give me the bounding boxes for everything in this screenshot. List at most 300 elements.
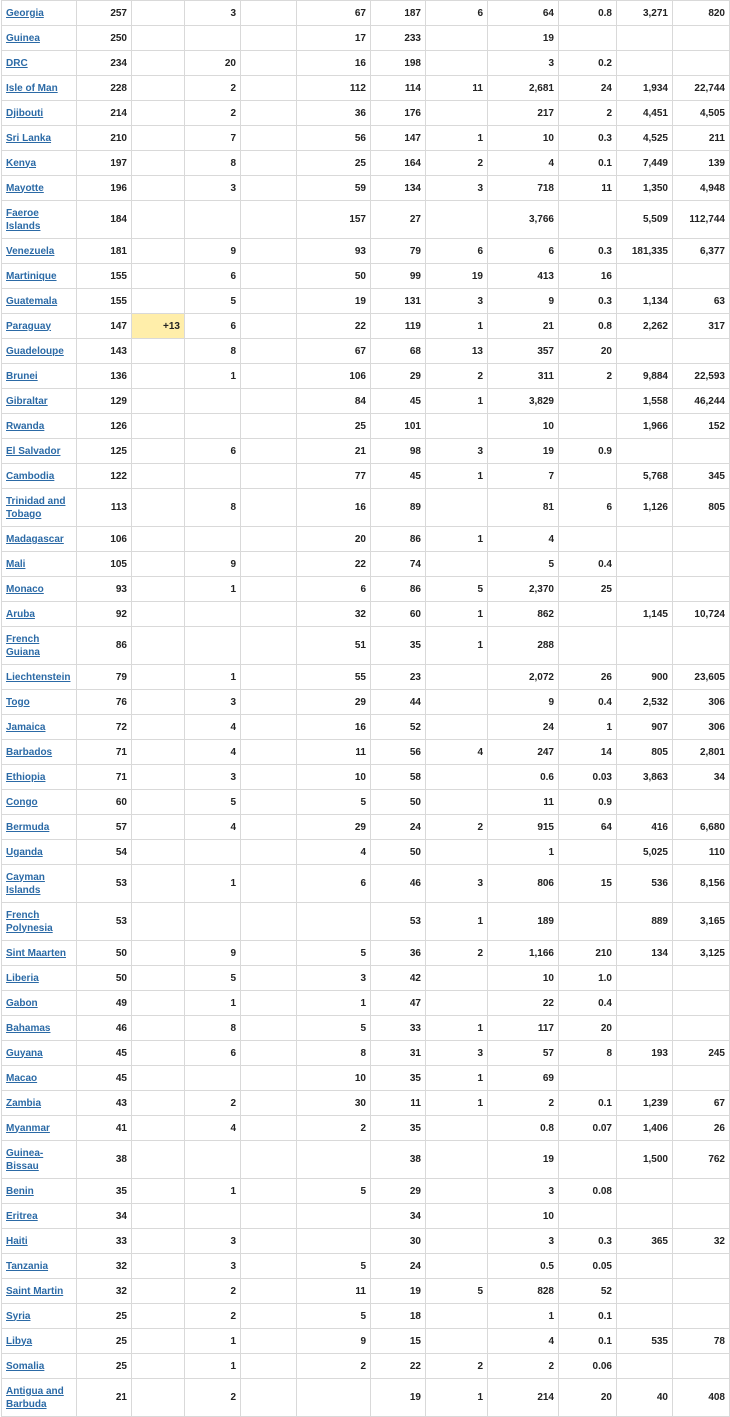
total-deaths-cell: 2 bbox=[185, 76, 241, 101]
country-link[interactable]: Rwanda bbox=[6, 420, 45, 432]
tests-per-1m-cell bbox=[673, 1016, 730, 1041]
total-deaths-cell bbox=[185, 602, 241, 627]
country-link[interactable]: Syria bbox=[6, 1310, 31, 1322]
total-tests-cell: 1,134 bbox=[617, 289, 673, 314]
table-row bbox=[2, 602, 730, 627]
total-deaths-cell: 1 bbox=[185, 665, 241, 690]
new-deaths-cell bbox=[241, 1179, 297, 1204]
total-tests-cell: 1,145 bbox=[617, 602, 673, 627]
total-tests-cell bbox=[617, 577, 673, 602]
active-cases-cell: 114 bbox=[371, 76, 426, 101]
new-deaths-cell bbox=[241, 464, 297, 489]
total-recovered-cell: 84 bbox=[297, 389, 371, 414]
total-recovered-cell: 106 bbox=[297, 364, 371, 389]
table-row bbox=[2, 1279, 730, 1304]
tests-per-1m-cell: 408 bbox=[673, 1379, 730, 1417]
total-deaths-cell: 6 bbox=[185, 1041, 241, 1066]
country-link[interactable]: Ethiopia bbox=[6, 771, 46, 783]
cases-per-1m-cell: 2 bbox=[488, 1091, 559, 1116]
active-cases-cell: 30 bbox=[371, 1229, 426, 1254]
table-row bbox=[2, 1204, 730, 1229]
active-cases-cell: 99 bbox=[371, 264, 426, 289]
country-link[interactable]: Paraguay bbox=[6, 320, 52, 332]
new-cases-cell bbox=[132, 289, 185, 314]
cases-per-1m-cell: 247 bbox=[488, 740, 559, 765]
total-cases-cell: 54 bbox=[77, 840, 132, 865]
country-link[interactable]: Bahamas bbox=[6, 1022, 51, 1034]
deaths-per-1m-cell bbox=[559, 840, 617, 865]
country-link[interactable]: Sri Lanka bbox=[6, 132, 52, 144]
total-deaths-cell: 9 bbox=[185, 941, 241, 966]
cases-per-1m-cell: 9 bbox=[488, 289, 559, 314]
new-cases-cell bbox=[132, 339, 185, 364]
country-link[interactable]: Barbados bbox=[6, 746, 53, 758]
new-cases-cell bbox=[132, 51, 185, 76]
new-cases-cell: +13 bbox=[132, 314, 185, 339]
new-deaths-cell bbox=[241, 76, 297, 101]
new-cases-cell bbox=[132, 865, 185, 903]
serious-critical-cell: 1 bbox=[426, 602, 488, 627]
total-tests-cell: 536 bbox=[617, 865, 673, 903]
total-cases-cell: 38 bbox=[77, 1141, 132, 1179]
new-deaths-cell bbox=[241, 1304, 297, 1329]
active-cases-cell: 31 bbox=[371, 1041, 426, 1066]
new-deaths-cell bbox=[241, 690, 297, 715]
country-link[interactable]: French Guiana bbox=[6, 633, 40, 658]
country-cell bbox=[2, 489, 77, 527]
total-recovered-cell: 16 bbox=[297, 489, 371, 527]
tests-per-1m-cell: 317 bbox=[673, 314, 730, 339]
table-row bbox=[2, 289, 730, 314]
new-deaths-cell bbox=[241, 1041, 297, 1066]
country-link[interactable]: Isle of Man bbox=[6, 82, 58, 94]
active-cases-cell: 50 bbox=[371, 790, 426, 815]
deaths-per-1m-cell: 1 bbox=[559, 715, 617, 740]
new-deaths-cell bbox=[241, 1279, 297, 1304]
total-cases-cell: 25 bbox=[77, 1354, 132, 1379]
total-deaths-cell: 1 bbox=[185, 1179, 241, 1204]
total-deaths-cell bbox=[185, 201, 241, 239]
new-cases-cell bbox=[132, 364, 185, 389]
total-cases-cell: 76 bbox=[77, 690, 132, 715]
country-link[interactable]: Bermuda bbox=[6, 821, 50, 833]
deaths-per-1m-cell: 210 bbox=[559, 941, 617, 966]
cases-per-1m-cell: 19 bbox=[488, 1141, 559, 1179]
cases-per-1m-cell: 1 bbox=[488, 1304, 559, 1329]
total-recovered-cell: 32 bbox=[297, 602, 371, 627]
total-cases-cell: 92 bbox=[77, 602, 132, 627]
table-row bbox=[2, 665, 730, 690]
table-row bbox=[2, 101, 730, 126]
tests-per-1m-cell bbox=[673, 264, 730, 289]
total-tests-cell: 134 bbox=[617, 941, 673, 966]
active-cases-cell: 56 bbox=[371, 740, 426, 765]
country-link[interactable]: Trinidad and Tobago bbox=[6, 495, 66, 520]
serious-critical-cell bbox=[426, 1204, 488, 1229]
active-cases-cell: 24 bbox=[371, 1254, 426, 1279]
total-tests-cell: 5,025 bbox=[617, 840, 673, 865]
deaths-per-1m-cell: 20 bbox=[559, 1379, 617, 1417]
total-recovered-cell: 3 bbox=[297, 966, 371, 991]
cases-per-1m-cell: 806 bbox=[488, 865, 559, 903]
country-cell bbox=[2, 715, 77, 740]
new-deaths-cell bbox=[241, 1116, 297, 1141]
tests-per-1m-cell bbox=[673, 1179, 730, 1204]
new-deaths-cell bbox=[241, 414, 297, 439]
serious-critical-cell bbox=[426, 690, 488, 715]
country-link[interactable]: El Salvador bbox=[6, 445, 61, 457]
cases-per-1m-cell: 0.5 bbox=[488, 1254, 559, 1279]
new-deaths-cell bbox=[241, 26, 297, 51]
country-link[interactable]: Guadeloupe bbox=[6, 345, 64, 357]
country-link[interactable]: Aruba bbox=[6, 608, 35, 620]
active-cases-cell: 11 bbox=[371, 1091, 426, 1116]
country-link[interactable]: Sint Maarten bbox=[6, 947, 67, 959]
table-row bbox=[2, 389, 730, 414]
total-tests-cell: 365 bbox=[617, 1229, 673, 1254]
total-cases-cell: 53 bbox=[77, 903, 132, 941]
country-link[interactable]: Liberia bbox=[6, 972, 39, 984]
cases-per-1m-cell: 19 bbox=[488, 439, 559, 464]
total-tests-cell: 1,558 bbox=[617, 389, 673, 414]
total-tests-cell: 900 bbox=[617, 665, 673, 690]
tests-per-1m-cell bbox=[673, 552, 730, 577]
serious-critical-cell: 11 bbox=[426, 76, 488, 101]
deaths-per-1m-cell bbox=[559, 414, 617, 439]
country-cell bbox=[2, 1229, 77, 1254]
country-link[interactable]: Saint Martin bbox=[6, 1285, 64, 1297]
country-link[interactable]: Congo bbox=[6, 796, 38, 808]
table-row bbox=[2, 1229, 730, 1254]
total-recovered-cell: 22 bbox=[297, 314, 371, 339]
total-tests-cell bbox=[617, 627, 673, 665]
country-cell bbox=[2, 527, 77, 552]
new-cases-cell bbox=[132, 1066, 185, 1091]
country-link[interactable]: French Polynesia bbox=[6, 909, 53, 934]
country-link[interactable]: Macao bbox=[6, 1072, 38, 1084]
serious-critical-cell bbox=[426, 790, 488, 815]
new-cases-cell bbox=[132, 1091, 185, 1116]
new-cases-cell bbox=[132, 389, 185, 414]
serious-critical-cell bbox=[426, 966, 488, 991]
new-deaths-cell bbox=[241, 364, 297, 389]
total-deaths-cell: 3 bbox=[185, 176, 241, 201]
cases-per-1m-cell: 1 bbox=[488, 840, 559, 865]
total-tests-cell bbox=[617, 1179, 673, 1204]
new-cases-cell bbox=[132, 690, 185, 715]
country-link[interactable]: Benin bbox=[6, 1185, 34, 1197]
country-link[interactable]: Guyana bbox=[6, 1047, 43, 1059]
new-cases-cell bbox=[132, 790, 185, 815]
serious-critical-cell bbox=[426, 665, 488, 690]
country-link[interactable]: Myanmar bbox=[6, 1122, 50, 1134]
total-tests-cell bbox=[617, 264, 673, 289]
total-tests-cell bbox=[617, 552, 673, 577]
total-tests-cell: 1,500 bbox=[617, 1141, 673, 1179]
table-row bbox=[2, 339, 730, 364]
total-tests-cell bbox=[617, 1279, 673, 1304]
country-link[interactable]: Faeroe Islands bbox=[6, 207, 41, 232]
country-link[interactable]: Guinea-Bissau bbox=[6, 1147, 44, 1172]
country-link[interactable]: Martinique bbox=[6, 270, 57, 282]
country-link[interactable]: Zambia bbox=[6, 1097, 42, 1109]
serious-critical-cell: 1 bbox=[426, 1066, 488, 1091]
total-cases-cell: 79 bbox=[77, 665, 132, 690]
serious-critical-cell bbox=[426, 201, 488, 239]
total-deaths-cell: 1 bbox=[185, 991, 241, 1016]
new-cases-cell bbox=[132, 665, 185, 690]
total-cases-cell: 181 bbox=[77, 239, 132, 264]
deaths-per-1m-cell: 0.4 bbox=[559, 991, 617, 1016]
total-cases-cell: 25 bbox=[77, 1304, 132, 1329]
cases-per-1m-cell: 10 bbox=[488, 414, 559, 439]
total-tests-cell bbox=[617, 339, 673, 364]
new-cases-cell bbox=[132, 414, 185, 439]
total-recovered-cell: 25 bbox=[297, 414, 371, 439]
new-deaths-cell bbox=[241, 941, 297, 966]
country-link[interactable]: Venezuela bbox=[6, 245, 55, 257]
country-link[interactable]: Gibraltar bbox=[6, 395, 48, 407]
active-cases-cell: 119 bbox=[371, 314, 426, 339]
country-link[interactable]: Eritrea bbox=[6, 1210, 38, 1222]
total-deaths-cell bbox=[185, 414, 241, 439]
table-row bbox=[2, 201, 730, 239]
total-cases-cell: 196 bbox=[77, 176, 132, 201]
total-cases-cell: 43 bbox=[77, 1091, 132, 1116]
total-deaths-cell: 4 bbox=[185, 1116, 241, 1141]
tests-per-1m-cell: 110 bbox=[673, 840, 730, 865]
deaths-per-1m-cell: 6 bbox=[559, 489, 617, 527]
table-row bbox=[2, 1016, 730, 1041]
country-cell bbox=[2, 665, 77, 690]
serious-critical-cell: 1 bbox=[426, 314, 488, 339]
tests-per-1m-cell: 112,744 bbox=[673, 201, 730, 239]
active-cases-cell: 89 bbox=[371, 489, 426, 527]
country-link[interactable]: Antigua and Barbuda bbox=[6, 1385, 64, 1410]
serious-critical-cell: 1 bbox=[426, 126, 488, 151]
new-deaths-cell bbox=[241, 865, 297, 903]
new-deaths-cell bbox=[241, 489, 297, 527]
new-deaths-cell bbox=[241, 966, 297, 991]
table-row bbox=[2, 364, 730, 389]
country-link[interactable]: Cayman Islands bbox=[6, 871, 45, 896]
deaths-per-1m-cell: 0.08 bbox=[559, 1179, 617, 1204]
table-row bbox=[2, 1066, 730, 1091]
total-recovered-cell: 56 bbox=[297, 126, 371, 151]
deaths-per-1m-cell: 52 bbox=[559, 1279, 617, 1304]
deaths-per-1m-cell: 0.9 bbox=[559, 790, 617, 815]
table-row bbox=[2, 314, 730, 339]
country-link[interactable]: Tanzania bbox=[6, 1260, 49, 1272]
active-cases-cell: 46 bbox=[371, 865, 426, 903]
cases-per-1m-cell: 189 bbox=[488, 903, 559, 941]
serious-critical-cell: 2 bbox=[426, 151, 488, 176]
total-tests-cell: 4,451 bbox=[617, 101, 673, 126]
tests-per-1m-cell bbox=[673, 339, 730, 364]
country-cell bbox=[2, 840, 77, 865]
tests-per-1m-cell bbox=[673, 1066, 730, 1091]
deaths-per-1m-cell: 2 bbox=[559, 101, 617, 126]
deaths-per-1m-cell: 26 bbox=[559, 665, 617, 690]
new-cases-cell bbox=[132, 1204, 185, 1229]
country-link[interactable]: Georgia bbox=[6, 7, 44, 19]
deaths-per-1m-cell: 0.1 bbox=[559, 1304, 617, 1329]
total-recovered-cell: 8 bbox=[297, 1041, 371, 1066]
total-recovered-cell: 55 bbox=[297, 665, 371, 690]
tests-per-1m-cell: 4,505 bbox=[673, 101, 730, 126]
tests-per-1m-cell bbox=[673, 439, 730, 464]
new-deaths-cell bbox=[241, 577, 297, 602]
total-cases-cell: 71 bbox=[77, 765, 132, 790]
new-deaths-cell bbox=[241, 602, 297, 627]
country-cell bbox=[2, 389, 77, 414]
total-deaths-cell: 5 bbox=[185, 289, 241, 314]
new-cases-cell bbox=[132, 1141, 185, 1179]
deaths-per-1m-cell: 20 bbox=[559, 339, 617, 364]
new-cases-cell bbox=[132, 1304, 185, 1329]
tests-per-1m-cell: 32 bbox=[673, 1229, 730, 1254]
country-link[interactable]: Djibouti bbox=[6, 107, 44, 119]
country-link[interactable]: DRC bbox=[6, 57, 28, 69]
country-link[interactable]: Kenya bbox=[6, 157, 37, 169]
active-cases-cell: 187 bbox=[371, 1, 426, 26]
cases-per-1m-cell: 24 bbox=[488, 715, 559, 740]
cases-per-1m-cell: 69 bbox=[488, 1066, 559, 1091]
deaths-per-1m-cell: 0.4 bbox=[559, 552, 617, 577]
serious-critical-cell bbox=[426, 1304, 488, 1329]
country-link[interactable]: Gabon bbox=[6, 997, 38, 1009]
total-recovered-cell: 5 bbox=[297, 790, 371, 815]
total-deaths-cell: 8 bbox=[185, 489, 241, 527]
total-tests-cell bbox=[617, 1254, 673, 1279]
total-deaths-cell: 8 bbox=[185, 339, 241, 364]
tests-per-1m-cell: 26 bbox=[673, 1116, 730, 1141]
cases-per-1m-cell: 4 bbox=[488, 151, 559, 176]
country-link[interactable]: Togo bbox=[6, 696, 30, 708]
cases-per-1m-cell: 2,370 bbox=[488, 577, 559, 602]
total-tests-cell: 416 bbox=[617, 815, 673, 840]
cases-per-1m-cell: 19 bbox=[488, 26, 559, 51]
total-tests-cell bbox=[617, 991, 673, 1016]
total-recovered-cell bbox=[297, 1379, 371, 1417]
total-cases-cell: 21 bbox=[77, 1379, 132, 1417]
total-cases-cell: 60 bbox=[77, 790, 132, 815]
country-link[interactable]: Madagascar bbox=[6, 533, 64, 545]
tests-per-1m-cell bbox=[673, 1204, 730, 1229]
total-recovered-cell: 50 bbox=[297, 264, 371, 289]
tests-per-1m-cell bbox=[673, 790, 730, 815]
new-deaths-cell bbox=[241, 740, 297, 765]
serious-critical-cell bbox=[426, 101, 488, 126]
total-deaths-cell: 2 bbox=[185, 101, 241, 126]
deaths-per-1m-cell: 1.0 bbox=[559, 966, 617, 991]
active-cases-cell: 86 bbox=[371, 527, 426, 552]
country-link[interactable]: Guinea bbox=[6, 32, 40, 44]
new-cases-cell bbox=[132, 1379, 185, 1417]
country-link[interactable]: Libya bbox=[6, 1335, 33, 1347]
total-recovered-cell: 29 bbox=[297, 815, 371, 840]
deaths-per-1m-cell: 14 bbox=[559, 740, 617, 765]
country-link[interactable]: Monaco bbox=[6, 583, 44, 595]
country-link[interactable]: Uganda bbox=[6, 846, 43, 858]
tests-per-1m-cell bbox=[673, 966, 730, 991]
total-cases-cell: 113 bbox=[77, 489, 132, 527]
country-link[interactable]: Guatemala bbox=[6, 295, 58, 307]
country-cell bbox=[2, 1091, 77, 1116]
table-row bbox=[2, 627, 730, 665]
cases-per-1m-cell: 3,829 bbox=[488, 389, 559, 414]
new-deaths-cell bbox=[241, 314, 297, 339]
total-deaths-cell bbox=[185, 26, 241, 51]
table-row bbox=[2, 76, 730, 101]
country-cell bbox=[2, 815, 77, 840]
new-deaths-cell bbox=[241, 1066, 297, 1091]
new-deaths-cell bbox=[241, 1, 297, 26]
tests-per-1m-cell: 820 bbox=[673, 1, 730, 26]
new-cases-cell bbox=[132, 602, 185, 627]
total-recovered-cell: 36 bbox=[297, 101, 371, 126]
serious-critical-cell: 1 bbox=[426, 627, 488, 665]
country-link[interactable]: Brunei bbox=[6, 370, 38, 382]
country-link[interactable]: Somalia bbox=[6, 1360, 45, 1372]
total-deaths-cell: 2 bbox=[185, 1279, 241, 1304]
table-row bbox=[2, 527, 730, 552]
deaths-per-1m-cell: 0.3 bbox=[559, 239, 617, 264]
country-link[interactable]: Mali bbox=[6, 558, 26, 570]
total-deaths-cell bbox=[185, 627, 241, 665]
active-cases-cell: 45 bbox=[371, 389, 426, 414]
country-link[interactable]: Liechtenstein bbox=[6, 671, 71, 683]
country-cell bbox=[2, 740, 77, 765]
cases-per-1m-cell: 11 bbox=[488, 790, 559, 815]
table-row bbox=[2, 815, 730, 840]
cases-per-1m-cell: 915 bbox=[488, 815, 559, 840]
total-tests-cell: 193 bbox=[617, 1041, 673, 1066]
cases-per-1m-cell: 214 bbox=[488, 1379, 559, 1417]
total-cases-cell: 41 bbox=[77, 1116, 132, 1141]
active-cases-cell: 233 bbox=[371, 26, 426, 51]
country-link[interactable]: Haiti bbox=[6, 1235, 28, 1247]
total-cases-cell: 214 bbox=[77, 101, 132, 126]
serious-critical-cell: 2 bbox=[426, 815, 488, 840]
tests-per-1m-cell: 46,244 bbox=[673, 389, 730, 414]
cases-per-1m-cell: 4 bbox=[488, 1329, 559, 1354]
new-cases-cell bbox=[132, 464, 185, 489]
country-link[interactable]: Mayotte bbox=[6, 182, 44, 194]
total-recovered-cell: 6 bbox=[297, 577, 371, 602]
country-link[interactable]: Cambodia bbox=[6, 470, 55, 482]
total-cases-cell: 50 bbox=[77, 941, 132, 966]
total-deaths-cell: 1 bbox=[185, 364, 241, 389]
new-deaths-cell bbox=[241, 765, 297, 790]
total-cases-cell: 122 bbox=[77, 464, 132, 489]
active-cases-cell: 15 bbox=[371, 1329, 426, 1354]
active-cases-cell: 176 bbox=[371, 101, 426, 126]
total-deaths-cell: 7 bbox=[185, 126, 241, 151]
country-link[interactable]: Jamaica bbox=[6, 721, 46, 733]
total-cases-cell: 105 bbox=[77, 552, 132, 577]
active-cases-cell: 131 bbox=[371, 289, 426, 314]
serious-critical-cell: 1 bbox=[426, 464, 488, 489]
country-cell bbox=[2, 1066, 77, 1091]
country-cell bbox=[2, 1041, 77, 1066]
tests-per-1m-cell: 67 bbox=[673, 1091, 730, 1116]
table-row bbox=[2, 1329, 730, 1354]
active-cases-cell: 86 bbox=[371, 577, 426, 602]
cases-per-1m-cell: 718 bbox=[488, 176, 559, 201]
total-tests-cell: 1,406 bbox=[617, 1116, 673, 1141]
new-deaths-cell bbox=[241, 1379, 297, 1417]
